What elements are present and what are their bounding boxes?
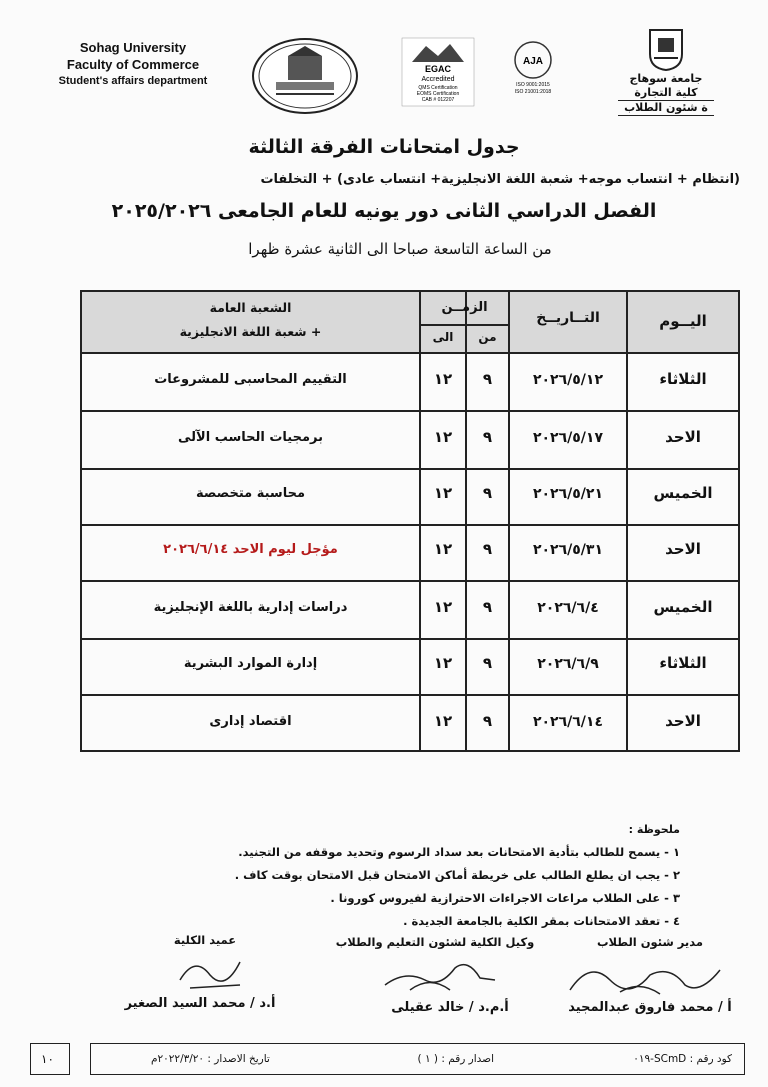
row-date: ٢٠٢٦/٦/٤ <box>537 600 599 616</box>
note-item: ١ - يسمح للطالب بتأدية الامتحانات بعد سداد الرسوم وتحديد موقفه من التجنيد. <box>238 845 680 859</box>
header-arabic <box>596 72 736 116</box>
row-to: ١٢ <box>433 712 453 730</box>
row-from: ٩ <box>482 654 493 672</box>
department-name: Student's affairs department <box>58 75 208 87</box>
row-from: ٩ <box>482 712 493 730</box>
row-day: الثلاثاء <box>659 654 707 672</box>
header-subject-general: الشعبة العامة <box>209 300 292 315</box>
faculty-name-ar: كلية التجارة <box>634 86 698 99</box>
row-day: الاحد <box>665 428 701 446</box>
egac-cab: CAB # 012207 <box>421 97 455 103</box>
document-code-box <box>90 1043 745 1075</box>
aja-iso1: ISO 9001:2015 <box>516 82 550 88</box>
row-from: ٩ <box>482 428 493 446</box>
university-name-ar: جامعة سوهاج <box>629 72 703 85</box>
header-day: اليــوم <box>659 312 707 330</box>
row-date: ٢٠٢٦/٦/٩ <box>537 656 599 672</box>
row-from: ٩ <box>482 484 493 502</box>
row-from: ٩ <box>482 540 493 558</box>
issue-date: تاريخ الاصدار : ٢٠٢٢/٣/٢٠م <box>151 1053 270 1065</box>
header-english <box>28 40 238 87</box>
semester-title: الفصل الدراسي الثانى دور يونيه للعام الجامعى ٢٠٢٥/٢٠٢٦ <box>111 200 657 222</box>
row-subject: برمجيات الحاسب الآلى <box>178 430 323 445</box>
header-date: التــاريــخ <box>536 310 600 326</box>
row-day: الاحد <box>665 540 701 558</box>
egac-qms: QMS Certification <box>418 85 458 91</box>
signature-name: أ.د / محمد السيد الصغير <box>124 996 276 1011</box>
handwritten-signature <box>380 950 500 1004</box>
schedule-title: جدول امتحانات الفرقة الثالثة <box>248 136 520 158</box>
faculty-logo <box>646 26 686 72</box>
note-item: ٢ - يجب ان يطلع الطالب على خريطة أماكن الامتحان قبل الامتحان بوقت كاف . <box>234 868 680 882</box>
schedule-subtitle: (انتظام + انتساب موجه+ شعبة اللغة الانجليزية+ انتساب عادى) + التخلفات <box>260 172 740 187</box>
header-subject-english: + شعبة اللغة الانجليزية <box>179 324 322 339</box>
row-to: ١٢ <box>433 484 453 502</box>
row-subject-postponed: مؤجل ليوم الاحد ٢٠٢٦/٦/١٤ <box>163 542 338 557</box>
egac-logo <box>396 36 480 108</box>
signature-title: مدير شئون الطلاب <box>596 935 704 949</box>
row-to: ١٢ <box>433 540 453 558</box>
header-time: الزمــن <box>441 300 488 315</box>
row-day: الخميس <box>653 598 713 616</box>
page-number-box <box>30 1043 70 1075</box>
handwritten-signature <box>170 950 260 999</box>
signature-block-dean <box>150 933 260 947</box>
issue-number: اصدار رقم : ( ١ ) <box>417 1053 494 1065</box>
egac-title: EGAC <box>424 64 452 74</box>
faculty-name: Faculty of Commerce <box>66 57 200 72</box>
notes-title: ملحوظة : <box>628 823 680 836</box>
signature-title: وكيل الكلية لشئون التعليم والطلاب <box>335 935 535 949</box>
row-date: ٢٠٢٦/٥/٣١ <box>532 542 604 558</box>
header-to: الى <box>432 330 454 344</box>
signature-title: عميد الكلية <box>173 933 237 947</box>
notes-section <box>100 818 680 933</box>
row-day: الثلاثاء <box>659 370 707 388</box>
row-subject: اقتصاد إدارى <box>209 714 292 729</box>
row-to: ١٢ <box>433 598 453 616</box>
row-subject: التقييم المحاسبى للمشروعات <box>154 372 347 387</box>
note-item: ٤ - تعقد الامتحانات بمقر الكلية بالجامعة الجديدة . <box>403 914 680 928</box>
department-name-ar: ة شئون الطلاب <box>618 100 714 116</box>
aja-iso2: ISO 21001:2018 <box>514 89 552 95</box>
aja-logo <box>494 38 572 98</box>
row-date: ٢٠٢٦/٥/٢١ <box>532 486 604 502</box>
row-date: ٢٠٢٦/٥/١٢ <box>532 372 604 388</box>
signature-name: أ.م.د / خالد عقيلى <box>391 1000 509 1015</box>
egac-eoms: EOMS Certification <box>416 91 460 97</box>
aja-title: AJA <box>522 56 544 67</box>
note-item: ٣ - على الطلاب مراعات الاجراءات الاحترازية لفيروس كورونا . <box>330 891 680 905</box>
signature-block-students <box>560 935 740 949</box>
document-footer <box>30 1043 745 1075</box>
university-logo <box>252 38 358 114</box>
row-date: ٢٠٢٦/٥/١٧ <box>532 430 604 446</box>
row-day: الخميس <box>653 484 713 502</box>
row-subject: دراسات إدارية باللغة الإنجليزية <box>153 600 348 615</box>
header-from: من <box>478 330 497 344</box>
row-to: ١٢ <box>433 370 453 388</box>
row-subject: محاسبة متخصصة <box>195 486 306 501</box>
signature-block-vice-dean <box>320 935 550 949</box>
row-day: الاحد <box>665 712 701 730</box>
row-to: ١٢ <box>433 428 453 446</box>
university-name: Sohag University <box>79 40 187 55</box>
row-from: ٩ <box>482 598 493 616</box>
document-code: كود رقم : SCmD-٠١٩ <box>633 1053 732 1065</box>
row-date: ٢٠٢٦/٦/١٤ <box>532 714 604 730</box>
exam-hours: من الساعة التاسعة صباحا الى الثانية عشرة ظهرا <box>248 240 552 258</box>
signature-name: أ / محمد فاروق عبدالمجيد <box>568 1000 732 1015</box>
exam-table <box>80 290 740 752</box>
egac-sub: Accredited <box>421 76 455 83</box>
row-to: ١٢ <box>433 654 453 672</box>
page-number: ١٠ <box>41 1052 54 1066</box>
row-from: ٩ <box>482 370 493 388</box>
row-subject: إدارة الموارد البشرية <box>183 656 318 671</box>
